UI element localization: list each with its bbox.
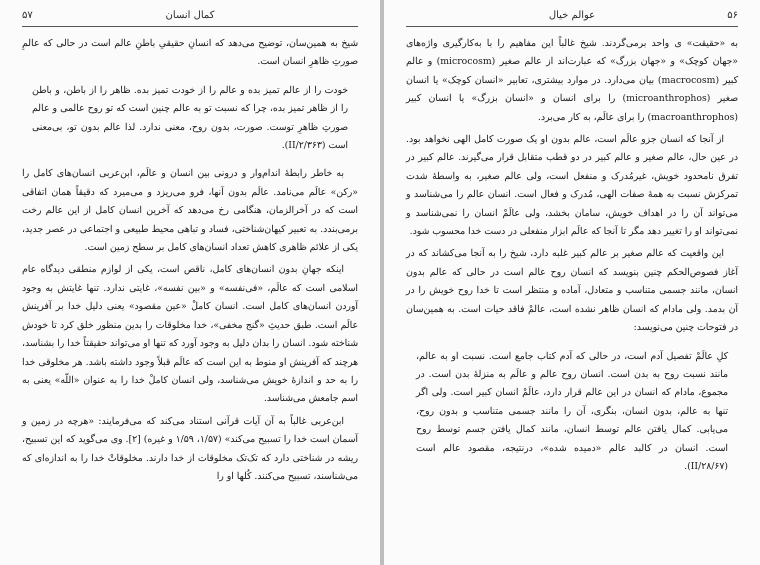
right-running-title: عوالم خیال [548, 10, 596, 21]
paragraph: این واقعیت که عالم صغیر بر عالم کبیر غلبه دارد، شیخ را به آنجا می‌کشاند که در آغاز فصوص‌الحکم چنین بنویسد که انسان روح عالم است در حالی که عالم بدون انسان، مانند جسمی متناسب و متعادل، آماده و منتظر است تا خدا روح خویش را در آن بدمد. ولی مادام که انسان ظاهر نشده است، عالمْ فاقد حیات است. به همین‌سان در فتوحات چنین می‌نویسد: [406, 248, 738, 334]
left-header-rule [22, 26, 358, 27]
block-quote: خودت را از عالم تمیز بده و عالم را از خودت تمیز بده. ظاهر را از باطن، و باطن را از ظاهر تمیز بده، چرا که نسبت تو به عالم چنین است که تو روح عالمی و عالم صورتِ ظاهرِ توست. صورت، بدون روح، معنی ندارد. لذا عالم بدون تو، بی‌معنی است (۲/۳۶۳/II). [32, 84, 348, 152]
left-page-body [22, 35, 358, 561]
right-page-number: ۵۶ [727, 10, 738, 21]
paragraph: به «حقیقت» ی واحد برمی‌گردند. شیخ غالباً این مفاهیم را با به‌کارگیری واژه‌های «جهان کوچک» و «جهان بزرگ» که عبارت‌اند از عالم صغیر (microcosm) و عالم کبیر (macrocosm) بیان می‌دارد. در موارد بیشتری، تعابیر «انسان کوچک» یا انسان صغیر (microanthrophos) را برای انسان و «انسان بزرگ» یا انسان کبیر (macroanthrophos) را برای عالَم، به کار می‌برد. [406, 38, 739, 123]
right-header-rule [406, 26, 738, 27]
left-page-header [22, 10, 358, 26]
right-page-header [406, 10, 738, 26]
right-page [384, 0, 760, 565]
left-running-title: کمال انسان [165, 10, 215, 21]
block-quote: کلِ عالَمْ تفصیل آدم است، در حالی که آدم کتاب جامع است. نسبت او به عالم، مانند نسبت روح به بدن است. انسان روح عالم و عالَم به منزلهٔ بدن است. در مجموع، مادام که انسان در این عالم قرار دارد، عالَمْ انسان کبیر است. ولی اگر تنها به عالم، بدون انسان، بنگری، آن را مانند جسمی متناسب و بدون روح، می‌یابی. کمال یافتن عالم توسط انسان، مانند کمال یافتن جسم توسط روح است. انسان در کالبد عالم «دمیده شده»، درنتیجه، مقصود عالم است (۲۸/۶۷/II). [416, 350, 728, 472]
paragraph: اینکه جهانِ بدون انسان‌های کامل، ناقص است، یکی از لوازم منطقی دیدگاه عام اسلامی است که عالَم، «فی‌نفسه» و «بین نفسه»، غایتی ندارد. تنها غایتش به وجود آوردن انسان‌های کامل است. انسان کاملْ «عین مقصود» یعنی دلیل خدا بر آفرینش عالَم است. طبق حدیثِ «گنج مخفی»، خدا مخلوقات را بدین منظور خلق کرد تا خودش شناخته شود. انسان را بدان دلیل به وجود آورد که تنها او می‌تواند حقیقتاً خدا را بشناسد، هرچند که آفرینش او منوط به این است که عالَم قبلاً وجود داشته باشد. هر مخلوقی خدا را به حد و اندازهٔ خویش می‌شناسد، ولی انسان کاملْ خدا را به عنوان «اللّه» یعنی به اسم جامعش می‌شناسد. [22, 264, 358, 405]
right-page-body [406, 35, 738, 561]
paragraph: به خاطر رابطهٔ اندام‌وار و درونی بین انسان و عالَم، ابن‌عربی انسان‌های کامل را «رکن» عالَم می‌نامد. عالَم بدون آنها، فرو می‌ریزد و می‌میرد که دقیقاً همان اتفاقی است که در آخرالزمان، هنگامی رخ می‌دهد که آخرین انسان کامل از این عالم رخت برمی‌بندد. به تعبیر کیهان‌شناختی، فساد و تباهی محیط طبیعی و اجتماعی در عصر جدید، یکی از علائم ظاهری کاهش تعداد انسان‌های کامل بر سطح زمین است. [22, 168, 358, 254]
left-page-number: ۵۷ [22, 10, 33, 21]
paragraph: ابن‌عربی غالباً به آن آیات قرآنی استناد می‌کند که می‌فرمایند: «هرچه در زمین و آسمان است خدا را تسبیح می‌کند» (۱/۵۷، ۱/۵۹ و غیره) [۲]. وی می‌گوید که این تسبیح، ریشه در شناختی دارد که تک‌تک مخلوقات از خدا دارند. مخلوقاتْ خدا را به اندازه‌ای که می‌شناسند، تسبیح می‌کنند. کُلها او را [22, 415, 358, 482]
paragraph: شیخ به همین‌سان، توضیح می‌دهد که انسانِ حقیقیِ باطنِ عالم است در حالی که عالمِ صورتِ ظاهرِ انسان است. [22, 38, 358, 68]
paragraph: از آنجا که انسان جزو عالَم است، عالم بدون او یک صورت کامل الهی نخواهد بود. در عین حال، عالم صغیر و عالم کبیر در دو قطب متقابل قرار می‌گیرند. عالم کبیر در تفرق نامحدود خویش، غیرمُدرک و منفعل است، ولی عالم صغیر، به واسطهٔ شدت تمرکزش نسبت به همهٔ صفات الهی، مُدرک و فعال است. انسان عالم را می‌شناسد و می‌تواند آن را در اهداف خویش، سامان بخشد، ولی عالَمْ انسان را نمی‌شناسد و نمی‌تواند او را تغییر دهد مگر تا آنجا که عالَم ابزار منفعلی در دست خدا محسوب شود. [406, 134, 738, 238]
